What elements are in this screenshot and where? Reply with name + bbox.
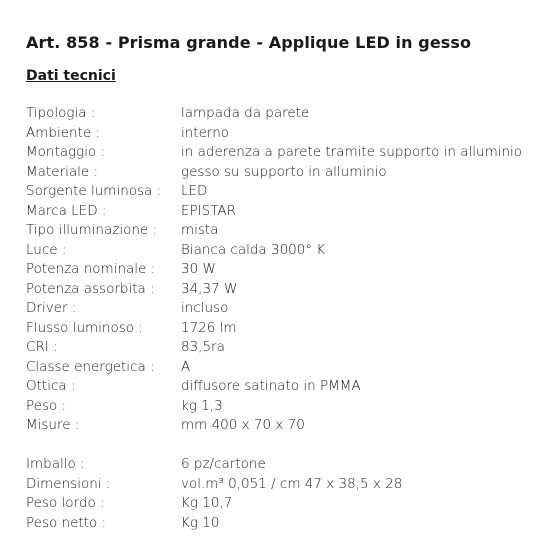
spec-value: LED xyxy=(181,183,208,199)
spec-value: lampada da parete xyxy=(181,105,310,121)
spec-row-luce xyxy=(26,242,546,262)
spec-row-ottica xyxy=(26,378,546,398)
spec-label: Potenza nominale : xyxy=(26,261,156,277)
packaging-label: Peso lordo : xyxy=(26,495,105,511)
packaging-value: Kg 10,7 xyxy=(181,495,233,511)
spec-list xyxy=(26,105,546,534)
spec-label: CRI : xyxy=(26,339,58,355)
spec-label: Marca LED : xyxy=(26,202,107,219)
spec-row-tipo-illuminazione xyxy=(26,222,546,242)
packaging-row-peso-netto xyxy=(26,515,546,535)
spec-label: Peso : xyxy=(26,397,67,414)
spec-row-peso xyxy=(26,398,546,418)
spec-label: Montaggio : xyxy=(26,144,106,160)
spec-value: kg 1,3 xyxy=(181,397,223,414)
spec-row-flusso-luminoso xyxy=(26,320,546,340)
spec-row-sorgente-luminosa xyxy=(26,183,546,203)
packaging-value: 6 pz/cartone xyxy=(181,456,266,472)
spec-value: A xyxy=(181,358,191,375)
packaging-label: Peso netto : xyxy=(26,514,107,531)
spec-row-potenza-assorbita xyxy=(26,281,546,301)
spec-row-driver xyxy=(26,300,546,320)
spec-value: incluso xyxy=(181,300,229,316)
section-title-dati-tecnici: Dati tecnici xyxy=(26,68,116,84)
packaging-label: Dimensioni : xyxy=(26,475,111,492)
spec-value: 30 W xyxy=(181,261,216,277)
spec-value: 1726 lm xyxy=(181,319,237,336)
spec-label: Luce : xyxy=(26,241,67,258)
packaging-value: vol.m³ 0,051 / cm 47 x 38,5 x 28 xyxy=(181,475,403,492)
spec-value: interno xyxy=(181,124,230,141)
spec-value: diffusore satinato in PMMA xyxy=(181,378,361,394)
spec-label: Classe energetica : xyxy=(26,358,155,375)
spec-value: Bianca calda 3000° K xyxy=(181,241,326,258)
packaging-value: Kg 10 xyxy=(181,514,220,531)
spec-value: mista xyxy=(181,222,219,238)
spec-value: gesso su supporto in alluminio xyxy=(181,163,387,180)
document-title: Art. 858 - Prisma grande - Applique LED in gesso xyxy=(26,33,472,52)
spec-label: Ottica : xyxy=(26,378,76,394)
spec-value: 83,5ra xyxy=(181,339,225,355)
spec-row-misure xyxy=(26,417,546,437)
spec-label: Materiale : xyxy=(26,163,98,180)
spec-row-montaggio xyxy=(26,144,546,164)
spec-label: Driver : xyxy=(26,300,77,316)
packaging-label: Imballo : xyxy=(26,456,85,472)
packaging-row-imballo xyxy=(26,456,546,476)
spec-row-potenza-nominale xyxy=(26,261,546,281)
spec-label: Misure : xyxy=(26,417,80,433)
packaging-row-dimensioni xyxy=(26,476,546,496)
spec-value: EPISTAR xyxy=(181,202,237,219)
spec-row-tipologia xyxy=(26,105,546,125)
spec-row-ambiente xyxy=(26,125,546,145)
spec-row-cri xyxy=(26,339,546,359)
section-spacer xyxy=(26,437,546,457)
spec-label: Tipologia : xyxy=(26,105,96,121)
spec-value: in aderenza a parete tramite supporto in alluminio xyxy=(181,144,523,160)
spec-row-classe-energetica xyxy=(26,359,546,379)
spec-label: Sorgente luminosa : xyxy=(26,183,162,199)
spec-label: Flusso luminoso : xyxy=(26,319,143,336)
spec-row-materiale xyxy=(26,164,546,184)
spec-row-marca-led xyxy=(26,203,546,223)
spec-label: Potenza assorbita : xyxy=(26,280,155,297)
spec-value: mm 400 x 70 x 70 xyxy=(181,417,305,433)
packaging-row-peso-lordo xyxy=(26,495,546,515)
spec-label: Tipo illuminazione : xyxy=(26,222,158,238)
spec-label: Ambiente : xyxy=(26,124,101,141)
spec-value: 34,37 W xyxy=(181,280,238,297)
